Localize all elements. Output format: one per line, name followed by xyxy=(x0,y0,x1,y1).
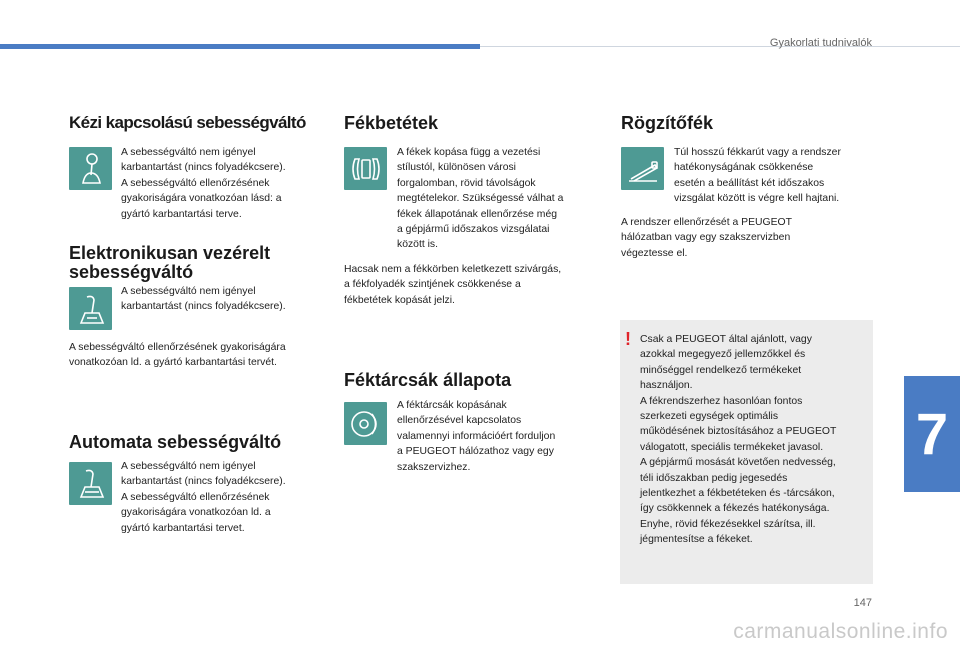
heading-brake-pads: Fékbetétek xyxy=(344,113,439,133)
parking-brake-paragraph: A rendszer ellenőrzését a PEUGEOT hálózatban vagy egy szakszervizben végeztesse el. xyxy=(621,217,792,259)
automatic-gear-selector-icon xyxy=(69,462,112,505)
brake-discs-text: A féktárcsák kopásának ellenőrzésével kapcsolatos valamennyi információért forduljon a PEUGEOT hálózathoz vagy egy szakszervizhez. xyxy=(397,400,556,473)
manual-gearbox-text: A sebességváltó nem igényel karbantartást (nincs folyadékcsere). A sebességváltó ellenőrzésének gyakoriságára vonatkozóan lásd: a gyártó karbantartási terve. xyxy=(121,147,286,220)
brake-pads-paragraph: Hacsak nem a fékkörben keletkezett szivárgás, a fékfolyadék szintjének csökkenése a fékbetétek kopását jelzi. xyxy=(344,264,562,306)
electronic-gearbox-text: A sebességváltó nem igényel karbantartást (nincs folyadékcsere). xyxy=(121,286,286,313)
electronic-gearbox-paragraph: A sebességváltó ellenőrzésének gyakoriságára vonatkozóan ld. a gyártó karbantartási tervét. xyxy=(69,342,286,369)
heading-manual-gearbox: Kézi kapcsolású sebességváltó xyxy=(69,113,306,132)
manual-gear-lever-icon xyxy=(69,147,112,190)
heading-electronic-gearbox: Elektronikusan vezérelt sebességváltó xyxy=(69,243,271,283)
chapter-tab: 7 xyxy=(904,376,960,492)
watermark: carmanualsonline.info xyxy=(733,620,948,643)
heading-parking-brake: Rögzítőfék xyxy=(621,113,713,133)
automatic-gearbox-text: A sebességváltó nem igényel karbantartást (nincs folyadékcsere). A sebességváltó ellenőrzésének gyakoriságára vonatkozóan ld. a gyártó karbantartási tervet. xyxy=(121,461,286,534)
heading-brake-discs: Féktárcsák állapota xyxy=(344,370,512,390)
brake-disc-icon xyxy=(344,402,387,445)
header-rule xyxy=(480,46,960,47)
warning-icon: ! xyxy=(625,329,631,349)
parking-brake-icon xyxy=(621,147,664,190)
parking-brake-text: Túl hosszú fékkarút vagy a rendszer hatékonyságának csökkenése esetén a beállítást két időszakos vizsgálat között is végre kell hajtani. xyxy=(674,147,841,205)
page-number: 147 xyxy=(853,597,872,609)
brake-pads-text: A fékek kopása függ a vezetési stílustól, különösen városi forgalomban, rövid távolságok megtételekor. Szükségessé válhat a fékek állapotának ellenőrzése még a gépjármű időszakos vizsgálatai között is. xyxy=(397,147,564,251)
section-title: Gyakorlati tudnivalók xyxy=(769,37,872,49)
brake-pads-icon xyxy=(344,147,387,190)
warning-text: Csak a PEUGEOT által ajánlott, vagy azokkal megegyező jellemzőkkel és minőséggel rendelkező termékeket használjon. A fékrendszerhez hasonlóan fontos szerkezeti egységek optimális működésének biztosításához a PEUGEOT válogatott, speciális termékeket javasol. A gépjármű mosását követően nedvesség, téli időszakban pedig jegesedés jelentkezhet a fékbetéteken és -tárcsákon, így csökkennek a fékezés hatékonysága. Enyhe, rövid fékezésekkel szárítsa, ill. jégmentesítse a fékeket. xyxy=(640,334,837,546)
electronic-gear-selector-icon xyxy=(69,287,112,330)
heading-automatic-gearbox: Automata sebességváltó xyxy=(69,432,282,452)
header-accent-bar xyxy=(0,44,480,49)
